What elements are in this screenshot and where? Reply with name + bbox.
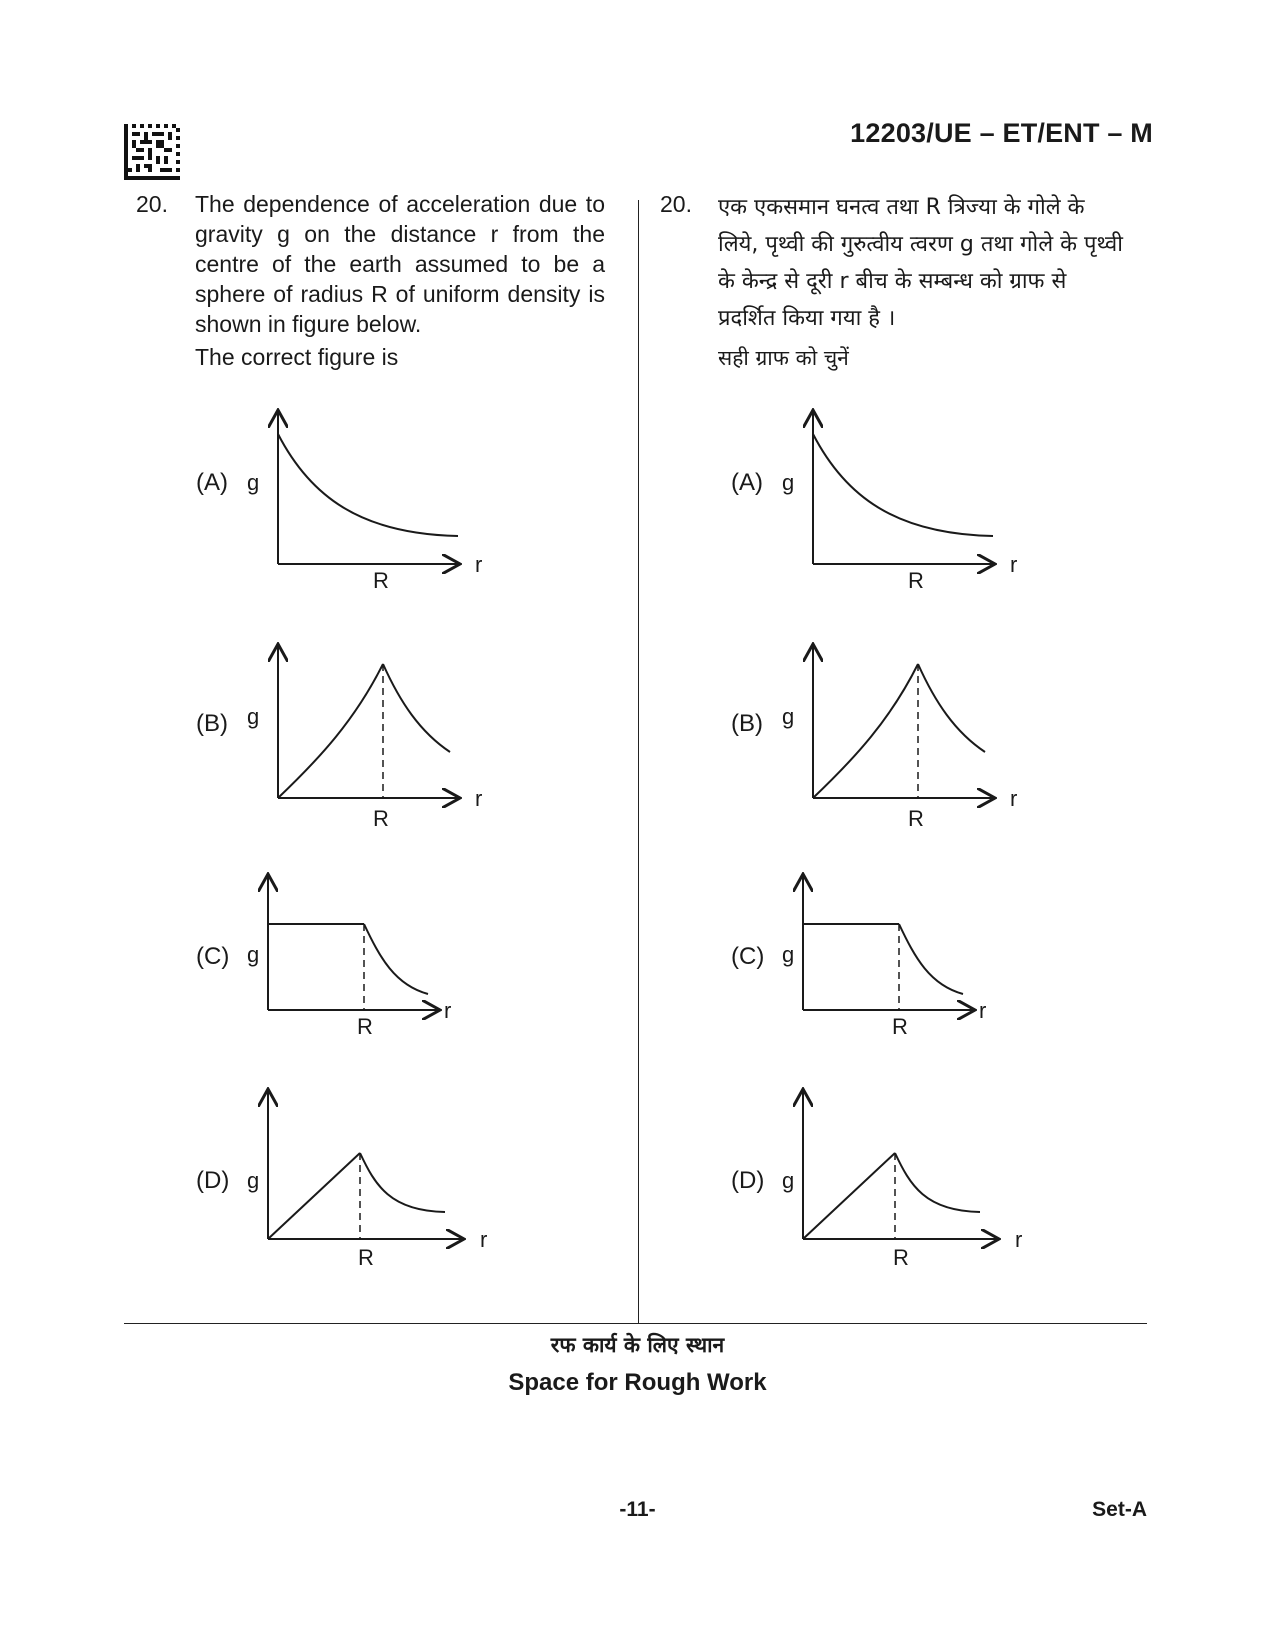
radius-marker-label: R bbox=[892, 1014, 908, 1039]
g-curve-outside bbox=[899, 924, 963, 994]
g-curve-outside bbox=[895, 1153, 980, 1212]
column-divider bbox=[638, 200, 639, 1324]
x-axis-label: r bbox=[480, 1227, 488, 1252]
option-label: (D) bbox=[731, 1167, 765, 1194]
radius-marker-label: R bbox=[357, 1014, 373, 1039]
paper-code: 12203/UE – ET/ENT – M bbox=[850, 118, 1153, 148]
option-label: (C) bbox=[731, 943, 765, 970]
radius-marker-label: R bbox=[908, 568, 924, 593]
option-label: (A) bbox=[731, 469, 763, 496]
option-c-graph-hi bbox=[725, 870, 1025, 1040]
g-curve-outside bbox=[360, 1153, 445, 1212]
option-label: (C) bbox=[196, 943, 230, 970]
page-number: -11- bbox=[619, 1498, 656, 1521]
datamatrix-code-icon bbox=[124, 124, 180, 180]
y-axis-label: g bbox=[247, 704, 260, 729]
option-d-graph-hi bbox=[725, 1085, 1025, 1270]
prompt-en: The correct figure is bbox=[195, 344, 399, 370]
rough-work-label-hi: रफ कार्य के लिए स्थान bbox=[550, 1333, 725, 1357]
question-number: 20. bbox=[136, 191, 168, 217]
radius-marker-label: R bbox=[908, 806, 924, 831]
radius-marker-label: R bbox=[373, 568, 389, 593]
radius-marker-label: R bbox=[373, 806, 389, 831]
option-label: (D) bbox=[196, 1167, 230, 1194]
option-b-graph bbox=[190, 640, 490, 830]
x-axis-label: r bbox=[475, 552, 483, 577]
set-label: Set-A bbox=[1092, 1498, 1147, 1521]
y-axis-label: g bbox=[782, 1168, 795, 1193]
question-text-hi: एक एकसमान घनत्व तथा R त्रिज्या के गोले के लिये, पृथ्वी की गुरुत्वीय त्वरण g तथा गोले के पृथ्वी के केन्द्र से दूरी r बीच के सम्बन्ध को ग्राफ से प्रदर्शित किया गया है । bbox=[718, 195, 1123, 331]
g-curve-outside bbox=[918, 664, 985, 752]
x-axis-label: r bbox=[1015, 1227, 1023, 1252]
y-axis-label: g bbox=[247, 470, 260, 495]
y-axis-label: g bbox=[782, 470, 795, 495]
rough-work-label: Space for Rough Work bbox=[508, 1369, 767, 1396]
option-d-graph bbox=[190, 1085, 490, 1270]
radius-marker-label: R bbox=[358, 1245, 374, 1270]
option-b-graph-hi bbox=[725, 640, 1025, 830]
question-number-hi: 20. bbox=[660, 191, 692, 217]
option-c-graph bbox=[190, 870, 490, 1040]
option-label: (B) bbox=[196, 710, 228, 737]
x-axis-label: r bbox=[979, 998, 987, 1023]
y-axis-label: g bbox=[782, 942, 795, 967]
g-linear-inside bbox=[268, 1153, 360, 1239]
option-a-graph-hi bbox=[725, 406, 1025, 596]
x-axis-label: r bbox=[444, 998, 452, 1023]
y-axis-label: g bbox=[782, 704, 795, 729]
g-curve bbox=[278, 434, 458, 536]
option-label: (B) bbox=[731, 710, 763, 737]
question-text-en: The dependence of acceleration due to gravity g on the distance r from the centre of the earth assumed to be a sphere of radius R of uniform density is shown in figure below. bbox=[195, 191, 605, 337]
g-curve-inside bbox=[278, 664, 383, 798]
x-axis-label: r bbox=[1010, 552, 1018, 577]
radius-marker-label: R bbox=[893, 1245, 909, 1270]
g-curve-outside bbox=[364, 924, 428, 994]
y-axis-label: g bbox=[247, 942, 260, 967]
g-curve-outside bbox=[383, 664, 450, 752]
option-label: (A) bbox=[196, 469, 228, 496]
y-axis-label: g bbox=[247, 1168, 260, 1193]
option-a-graph bbox=[190, 406, 490, 596]
g-curve bbox=[813, 434, 993, 536]
prompt-hi: सही ग्राफ को चुनें bbox=[718, 346, 849, 370]
x-axis-label: r bbox=[1010, 786, 1018, 811]
footer-divider bbox=[124, 1323, 1147, 1324]
g-linear-inside bbox=[803, 1153, 895, 1239]
x-axis-label: r bbox=[475, 786, 483, 811]
g-curve-inside bbox=[813, 664, 918, 798]
